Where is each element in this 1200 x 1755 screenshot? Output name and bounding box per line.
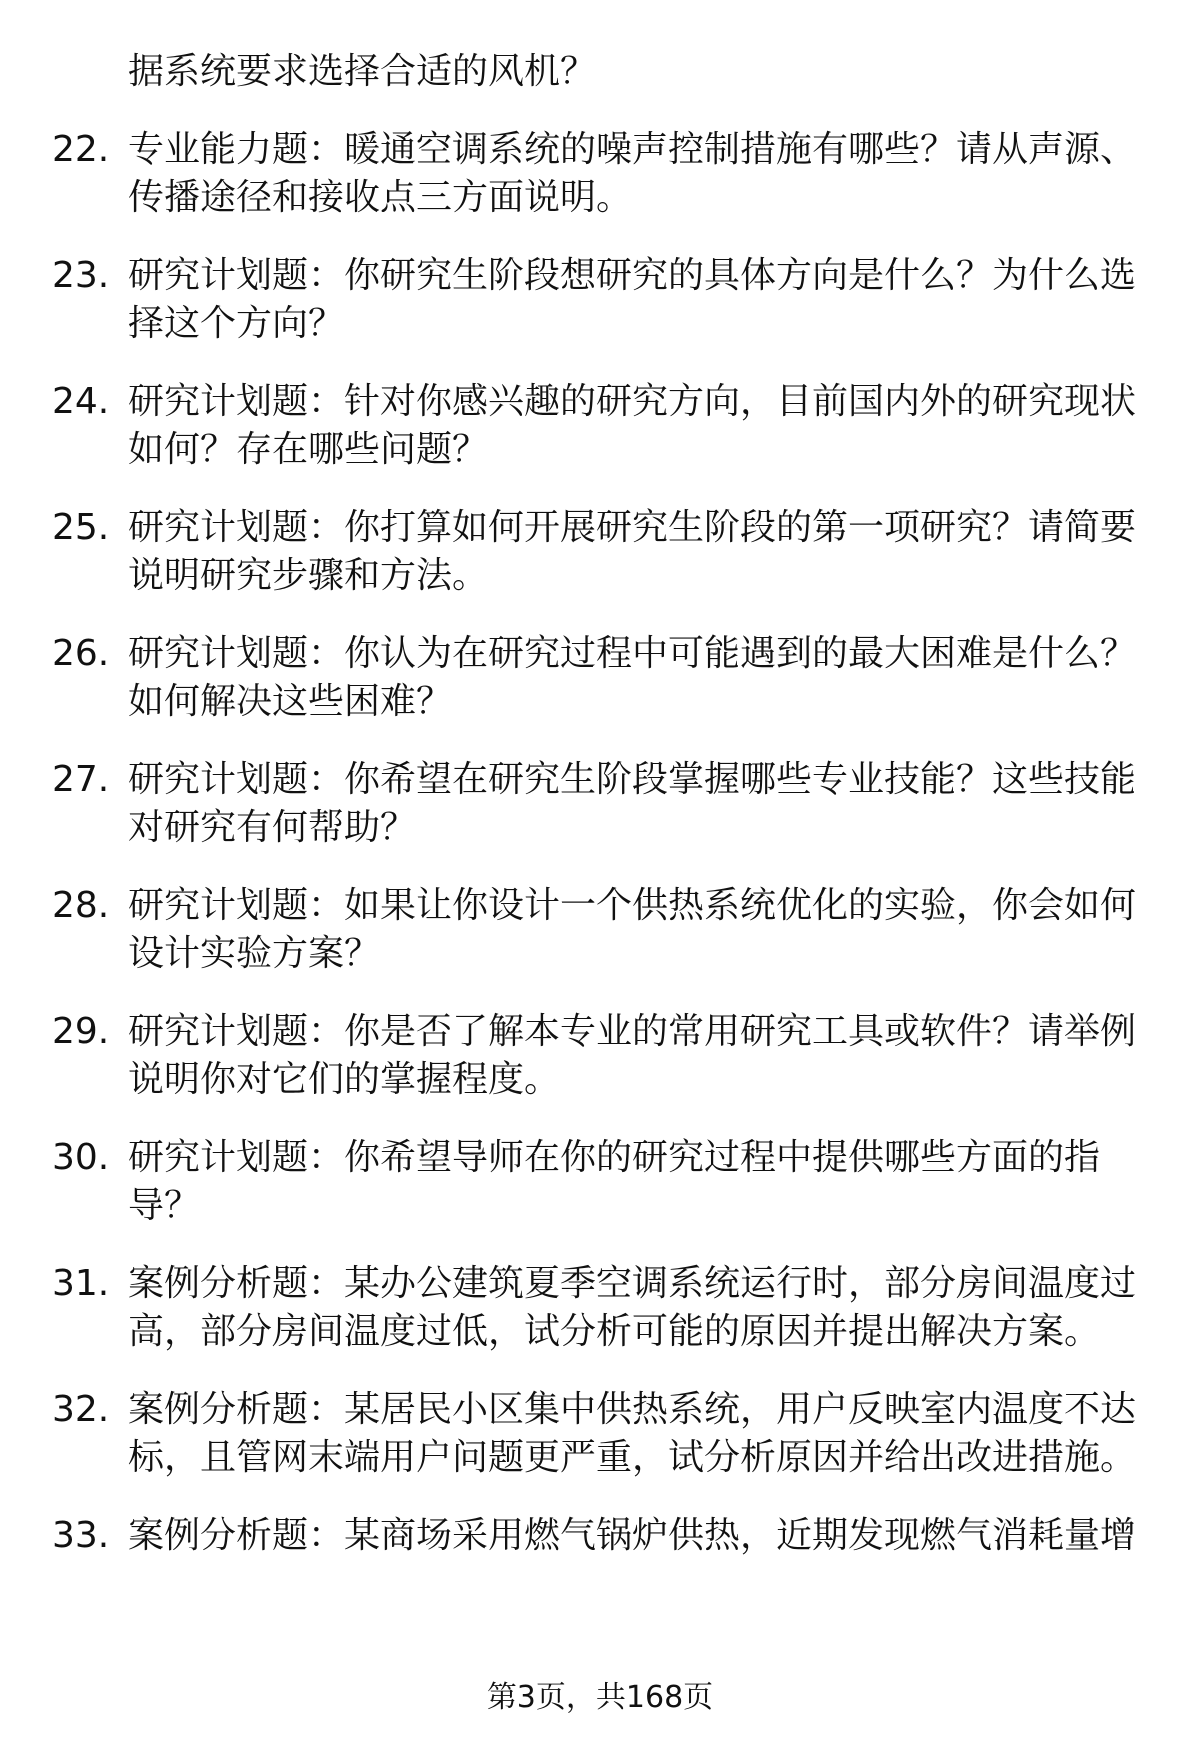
item-text-line: 研究计划题：你认为在研究过程中可能遇到的最大困难是什么？ xyxy=(128,633,1137,674)
item-text-line: 研究计划题：你希望在研究生阶段掌握哪些专业技能？这些技能 xyxy=(128,759,1137,800)
item-number: 30. xyxy=(52,1137,110,1178)
item-text-line: 案例分析题：某办公建筑夏季空调系统运行时，部分房间温度过 xyxy=(128,1263,1137,1304)
item-number: 32. xyxy=(52,1389,110,1430)
item-number: 28. xyxy=(52,885,110,926)
item-text-line: 说明研究步骤和方法。 xyxy=(128,555,489,596)
item-text-line: 据系统要求选择合适的风机？ xyxy=(128,51,597,92)
item-text-line: 如何解决这些困难？ xyxy=(128,681,453,722)
page-footer: 第3页，共168页 xyxy=(486,1680,714,1715)
item-number: 27. xyxy=(52,759,110,800)
item-number: 29. xyxy=(52,1011,110,1052)
item-number: 31. xyxy=(52,1263,110,1304)
item-number: 26. xyxy=(52,633,110,674)
item-text-line: 研究计划题：你是否了解本专业的常用研究工具或软件？请举例 xyxy=(128,1011,1137,1052)
item-number: 24. xyxy=(52,381,110,422)
item-number: 33. xyxy=(52,1515,110,1556)
item-text-line: 对研究有何帮助？ xyxy=(128,807,417,848)
item-text-line: 研究计划题：如果让你设计一个供热系统优化的实验，你会如何 xyxy=(128,885,1137,926)
item-text-line: 案例分析题：某居民小区集中供热系统，用户反映室内温度不达 xyxy=(128,1389,1137,1430)
item-number: 22. xyxy=(52,129,110,170)
item-text-line: 研究计划题：针对你感兴趣的研究方向，目前国内外的研究现状 xyxy=(128,381,1137,422)
item-number: 25. xyxy=(52,507,110,548)
item-number: 23. xyxy=(52,255,110,296)
item-text-line: 研究计划题：你希望导师在你的研究过程中提供哪些方面的指 xyxy=(128,1137,1101,1178)
item-text-line: 如何？存在哪些问题？ xyxy=(128,429,489,470)
item-text-line: 择这个方向？ xyxy=(128,303,345,344)
item-text-line: 标，且管网末端用户问题更严重，试分析原因并给出改进措施。 xyxy=(128,1437,1137,1478)
item-text-line: 导？ xyxy=(128,1185,201,1226)
item-text-line: 传播途径和接收点三方面说明。 xyxy=(128,177,633,218)
item-text-line: 案例分析题：某商场采用燃气锅炉供热，近期发现燃气消耗量增 xyxy=(128,1515,1137,1556)
item-text-line: 设计实验方案？ xyxy=(128,933,381,974)
item-text-line: 专业能力题：暖通空调系统的噪声控制措施有哪些？请从声源、 xyxy=(128,129,1137,170)
item-text-line: 说明你对它们的掌握程度。 xyxy=(128,1059,561,1100)
item-text-line: 研究计划题：你研究生阶段想研究的具体方向是什么？为什么选 xyxy=(128,255,1137,296)
item-text-line: 研究计划题：你打算如何开展研究生阶段的第一项研究？请简要 xyxy=(128,507,1137,548)
item-text-line: 高，部分房间温度过低，试分析可能的原因并提出解决方案。 xyxy=(128,1311,1101,1352)
